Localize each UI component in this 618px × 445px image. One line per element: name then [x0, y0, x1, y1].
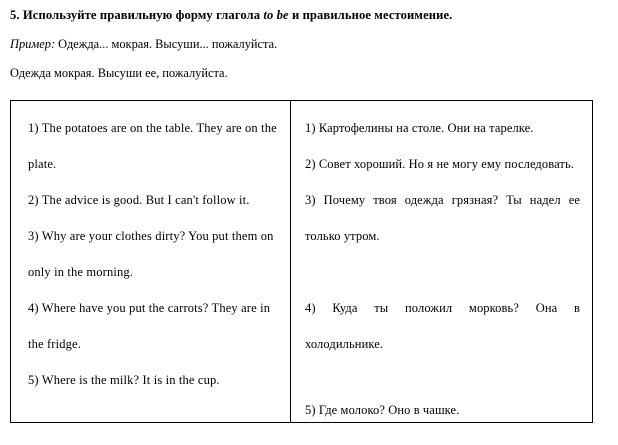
example-sentence: Одежда... мокрая. Высуши... пожалуйста. — [55, 36, 278, 51]
task-instruction-part-1: 5. Используйте правильную форму глагола — [10, 8, 264, 22]
example-answer: Одежда мокрая. Высуши ее, пожалуйста. — [10, 66, 228, 80]
list-item: 3) Почему твоя одежда грязная? Ты надел ее только утром. — [305, 193, 580, 243]
list-item: 4) Куда ты положил морковь? Она в холодильнике. — [305, 301, 580, 351]
list-item: 3) Why are your clothes dirty? You put them on only in the morning. — [28, 229, 274, 279]
list-item: 5) Где молоко? Оно в чашке. — [305, 403, 460, 417]
exercise-header — [10, 0, 608, 79]
list-item: 1) Картофелины на столе. Они на тарелке. — [305, 121, 534, 135]
example-label: Пример: — [10, 36, 56, 51]
column-spacer — [305, 362, 580, 392]
table-column-english — [11, 101, 291, 422]
task-instruction — [10, 0, 608, 22]
example-prompt — [10, 22, 608, 50]
column-spacer — [305, 254, 580, 290]
answers-table — [10, 100, 593, 423]
table-column-russian — [291, 101, 592, 422]
list-item: 4) Where have you put the carrots? They are in the fridge. — [28, 301, 271, 351]
list-item: 1) The potatoes are on the table. They are on the plate. — [28, 121, 277, 171]
task-instruction-italic-to-be: to be — [263, 8, 289, 22]
list-item: 2) Совет хороший. Но я не могу ему последовать. — [305, 157, 574, 171]
task-instruction-part-2: и правильное местоимение. — [288, 8, 453, 22]
list-item: 5) Where is the milk? It is in the cup. — [28, 373, 220, 387]
list-item: 2) The advice is good. But I can't follow it. — [28, 193, 250, 207]
